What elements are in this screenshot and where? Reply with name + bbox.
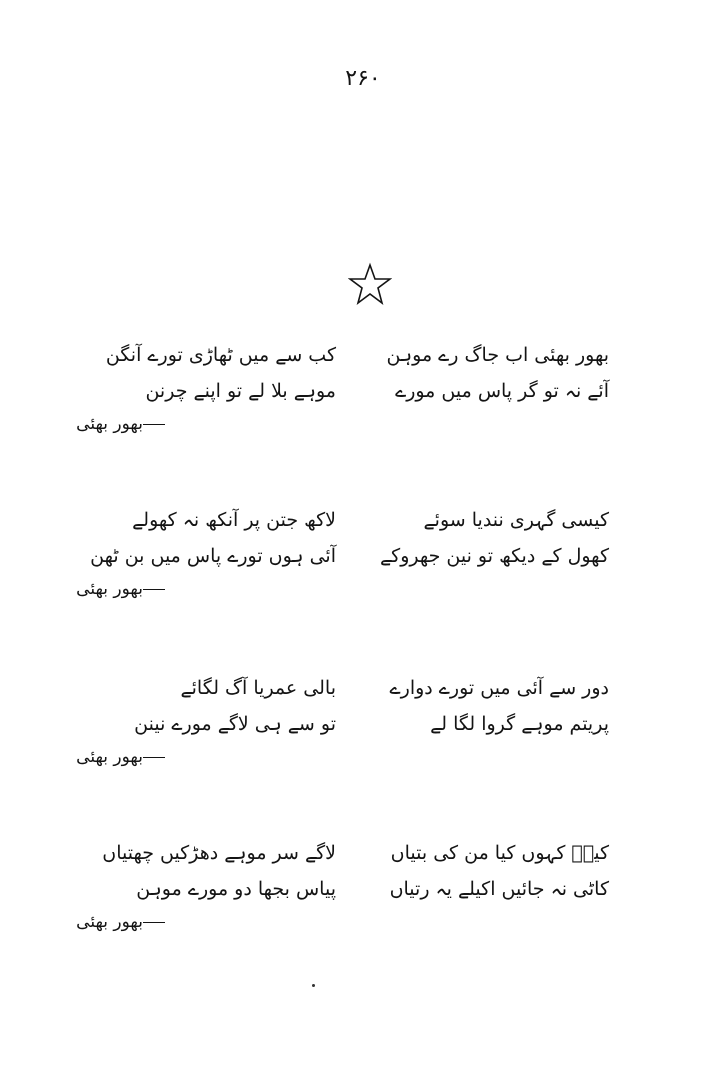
stanza-4-right-line-1: کیفؔ کہوں کیا من کی بتیاں [390, 842, 609, 864]
stanza-3 [0, 673, 726, 793]
stanza-2-refrain [76, 575, 171, 603]
refrain-dash [143, 757, 165, 758]
stanza-3-right-line-2: پریتم موہے گروا لگا لے [430, 713, 609, 735]
stanza-3-right-line-1: دور سے آئی میں تورے دوارے [389, 677, 609, 699]
stanza-2-left-line-1: لاکھ جتن پر آنکھ نہ کھولے [132, 509, 336, 531]
refrain-text: بھور بھئی [76, 414, 143, 434]
stanza-4-refrain [76, 908, 171, 936]
refrain-dash [143, 589, 165, 590]
stanza-3-left-line-2: تو سے ہی لاگے مورے نینن [134, 713, 336, 735]
stanza-1-left-line-2: موہے بلا لے تو اپنے چرنن [145, 380, 336, 402]
stanza-3-left-line-1: بالی عمریا آگ لگائے [180, 677, 336, 699]
stanza-2 [0, 505, 726, 625]
stanza-4-left-line-1: لاگے سر موہے دھڑکیں چھتیاں [102, 842, 336, 864]
stanza-4 [0, 838, 726, 958]
stanza-1-refrain [76, 410, 171, 438]
stanza-1-right-line-1: بھور بھئی اب جاگ رے موہن [386, 344, 609, 366]
page-number: ۲۶۰ [345, 66, 381, 91]
stanza-1 [0, 340, 726, 460]
refrain-dash [143, 424, 165, 425]
stanza-4-left-line-2: پیاس بجھا دو مورے موہن [136, 878, 336, 900]
star-outline-icon [348, 262, 392, 306]
stanza-1-left-line-1: کب سے میں ٹھاڑی تورے آنگن [105, 344, 336, 366]
stanza-2-right-line-2: کھول کے دیکھ تو نین جھروکے [380, 545, 609, 567]
footer-dot [312, 984, 315, 987]
stanza-1-right-line-2: آئے نہ تو گر پاس میں مورے [395, 380, 609, 402]
stanza-4-right-line-2: کاٹی نہ جائیں اکیلے یہ رتیاں [389, 878, 609, 900]
refrain-text: بھور بھئی [76, 579, 143, 599]
refrain-dash [143, 922, 165, 923]
stanza-2-left-line-2: آئی ہوں تورے پاس میں بن ٹھن [90, 545, 336, 567]
stanza-3-refrain [76, 743, 171, 771]
stanza-2-right-line-1: کیسی گہری نندیا سوئے [423, 509, 609, 531]
refrain-text: بھور بھئی [76, 912, 143, 932]
refrain-text: بھور بھئی [76, 747, 143, 767]
